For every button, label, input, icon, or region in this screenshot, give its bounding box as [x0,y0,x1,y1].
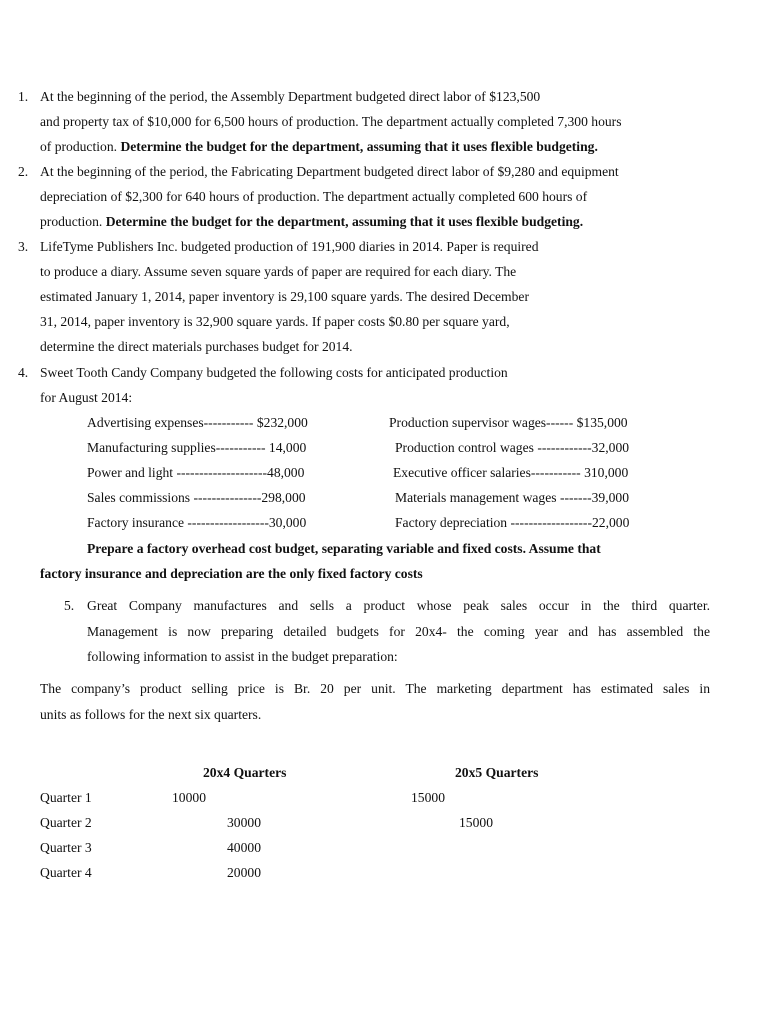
item-2-line-2: depreciation of $2,300 for 640 hours of production. The department actually completed 600 hours of [40,189,588,204]
item-4-instruction-2: factory insurance and depreciation are the only fixed factory costs [40,566,423,581]
cost-left-4: Sales commissions ---------------298,000 [87,490,306,505]
row-1-20x4: 10000 [172,790,206,805]
row-4-label: Quarter 4 [40,865,92,880]
selling-price-para-1: The company’s product selling price is Br. 20 per unit. The marketing department has estimated sales in [40,681,710,696]
cost-left-3: Power and light --------------------48,000 [87,465,305,480]
cost-right-3: Executive officer salaries----------- 310,000 [393,465,629,480]
row-3-20x4: 40000 [227,840,261,855]
item-5-line-3: following information to assist in the budget preparation: [87,649,398,664]
item-3-line-1: LifeTyme Publishers Inc. budgeted production of 191,900 diaries in 2014. Paper is required [40,239,539,254]
item-4-line-1: Sweet Tooth Candy Company budgeted the following costs for anticipated production [40,365,508,380]
cost-left-5: Factory insurance ------------------30,000 [87,515,307,530]
item-1-instruction: Determine the budget for the department, assuming that it uses flexible budgeting. [120,139,598,154]
row-3-label: Quarter 3 [40,840,92,855]
cost-right-2: Production control wages ------------32,000 [395,440,630,455]
selling-price-para-2: units as follows for the next six quarters. [40,707,262,722]
item-4-number: 4. [18,365,29,380]
item-2-line-1: At the beginning of the period, the Fabricating Department budgeted direct labor of $9,280 and equipment [40,164,619,179]
row-2-label: Quarter 2 [40,815,92,830]
item-3-number: 3. [18,239,29,254]
item-4-instruction-1: Prepare a factory overhead cost budget, separating variable and fixed costs. Assume that [87,541,601,556]
item-1-number: 1. [18,89,29,104]
item-5-line-2: Management is now preparing detailed budgets for 20x4- the coming year and has assembled the [87,624,710,639]
table-header-20x5: 20x5 Quarters [455,765,539,780]
cost-right-5: Factory depreciation ------------------22,000 [395,515,630,530]
item-3-line-5: determine the direct materials purchases budget for 2014. [40,339,353,354]
item-5-number: 5. [64,598,75,613]
item-3-line-4: 31, 2014, paper inventory is 32,900 square yards. If paper costs $0.80 per square yard, [40,314,510,329]
item-4-line-2: for August 2014: [40,390,133,405]
row-1-label: Quarter 1 [40,790,92,805]
item-3-line-3: estimated January 1, 2014, paper inventory is 29,100 square yards. The desired December [40,289,529,304]
row-1-20x5: 15000 [411,790,445,805]
item-2-number: 2. [18,164,29,179]
item-2-line-3: production. Determine the budget for the department, assuming that it uses flexible budgeting. [40,214,584,229]
row-2-20x4: 30000 [227,815,261,830]
item-1-line-2: and property tax of $10,000 for 6,500 hours of production. The department actually completed 7,300 hours [40,114,622,129]
cost-right-1: Production supervisor wages------ $135,000 [389,415,628,430]
item-1-line-1: At the beginning of the period, the Assembly Department budgeted direct labor of $123,500 [40,89,541,104]
cost-left-1: Advertising expenses----------- $232,000 [87,415,308,430]
cost-left-2: Manufacturing supplies----------- 14,000 [87,440,307,455]
row-4-20x4: 20000 [227,865,261,880]
cost-right-4: Materials management wages -------39,000 [395,490,630,505]
item-2-instruction: Determine the budget for the department, assuming that it uses flexible budgeting. [105,214,584,229]
table-header-20x4: 20x4 Quarters [203,765,287,780]
row-2-20x5: 15000 [459,815,493,830]
item-3-line-2: to produce a diary. Assume seven square yards of paper are required for each diary. The [40,264,517,279]
item-5-line-1: Great Company manufactures and sells a product whose peak sales occur in the third quarter. [87,598,710,613]
item-1-line-3: of production. Determine the budget for the department, assuming that it uses flexible budgeting. [40,139,598,154]
